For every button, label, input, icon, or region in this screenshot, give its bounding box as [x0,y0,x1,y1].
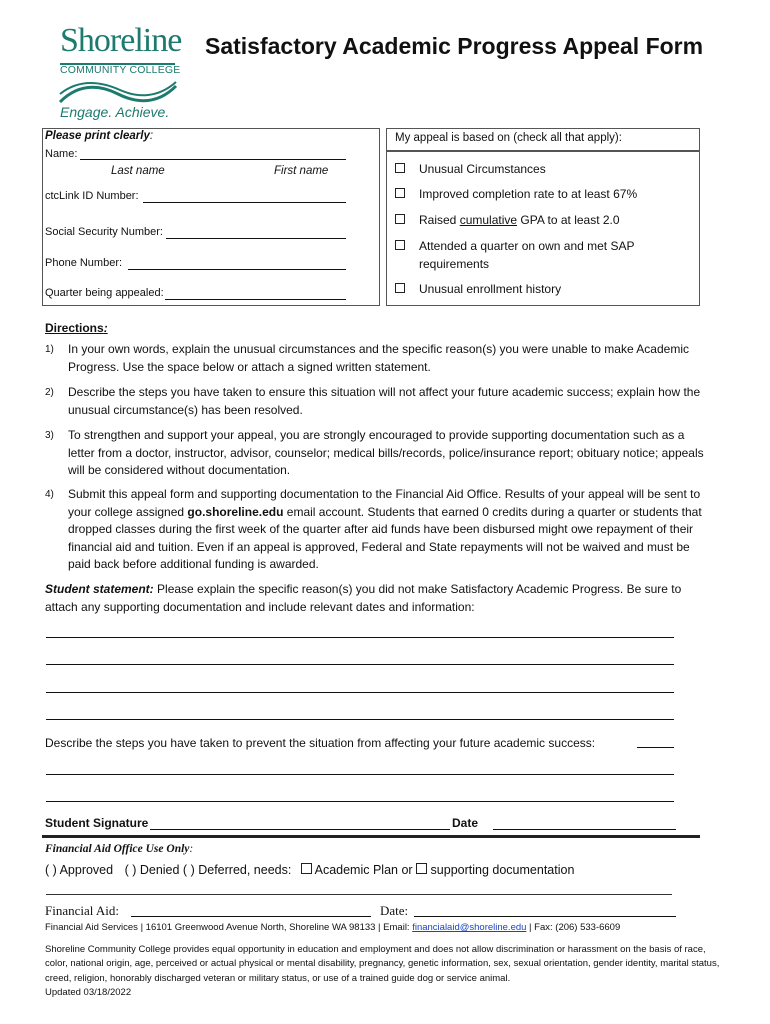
steps-line[interactable] [46,774,674,775]
ssn-label: Social Security Number: [45,226,163,238]
section-divider [42,835,700,838]
logo-wordmark: Shoreline [60,22,182,59]
office-date-field[interactable] [414,916,676,917]
approved-option[interactable]: ( ) Approved [45,863,114,877]
financial-aid-label: Financial Aid: [45,903,120,918]
email-link[interactable]: financialaid@shoreline.edu [412,922,527,933]
logo-tagline: Engage. Achieve. [60,104,170,120]
name-field[interactable] [80,149,346,160]
first-name-caption: First name [274,165,329,177]
office-decision-row [45,863,574,877]
last-name-caption: Last name [111,165,165,177]
phone-label: Phone Number: [45,257,123,269]
print-clearly-heading: Please print clearly: [45,130,154,142]
ssn-field[interactable] [166,228,346,239]
checkbox-icon[interactable] [395,214,405,224]
ctclink-field[interactable] [143,192,346,203]
denied-option[interactable]: ( ) Denied ( [124,863,188,877]
signature-date-label: Date [452,816,479,830]
signature-label: Student Signature [45,816,149,830]
signature-date-field[interactable] [493,829,676,830]
office-date-label: Date: [380,903,409,918]
quarter-field[interactable] [165,289,346,300]
statement-line[interactable] [46,637,674,638]
supporting-docs-label: supporting documentation [430,863,575,877]
ctclink-label: ctcLink ID Number: [45,190,139,202]
name-label: Name: [45,148,78,160]
signature-field[interactable] [150,829,450,830]
statement-line[interactable] [46,719,674,720]
nondiscrimination-statement: Shoreline Community College provides equal opportunity in education and employment and does not allow discrimination or harassment on the basis of race, color, national origin, age, perceived or actual physical or mental disability, pregnancy, genetic information, sex, sexual orientation, gender identity, marital status, creed, religion, honorably discharged veteran or military status, or use of a trained guide dog or service animal. [45,944,720,984]
appeal-basis-heading: My appeal is based on (check all that apply): [395,132,622,144]
steps-prompt: Describe the steps you have taken to prevent the situation from affecting your future academic success: [45,736,596,750]
statement-line[interactable] [46,664,674,665]
academic-plan-label: Academic Plan or [314,863,413,877]
page-title: Satisfactory Academic Progress Appeal Form [205,33,704,59]
statement-line[interactable] [46,692,674,693]
logo-subtitle: COMMUNITY COLLEGE [60,64,181,76]
supporting-docs-checkbox[interactable] [416,863,427,874]
financial-aid-field[interactable] [131,916,371,917]
logo-wave-icon [58,80,178,106]
office-notes-line[interactable] [46,894,672,895]
quarter-label: Quarter being appealed: [45,287,164,299]
contact-line: Financial Aid Services | 16101 Greenwood Avenue North, Shoreline WA 98133 | Email: financialaid@shoreline.edu | Fax: (206) 533-6609 [45,922,621,933]
phone-field[interactable] [128,259,346,270]
academic-plan-checkbox[interactable] [301,863,312,874]
updated-date: Updated 03/18/2022 [45,987,132,998]
checkbox-icon[interactable] [395,188,405,198]
deferred-option[interactable]: ) Deferred, needs: [187,863,292,877]
checkbox-icon[interactable] [395,283,405,293]
checkbox-icon[interactable] [395,163,405,173]
steps-inline-line[interactable] [637,747,674,748]
office-use-heading: Financial Aid Office Use Only: [45,843,194,855]
steps-line[interactable] [46,801,674,802]
directions-heading: Directions: [45,321,108,335]
student-statement-prompt: Student statement: Please explain the specific reason(s) you did not make Satisfactory Academic Progress. Be sure to attach any supporting documentation and include relevant dates and information: [45,582,682,614]
checkbox-icon[interactable] [395,240,405,250]
